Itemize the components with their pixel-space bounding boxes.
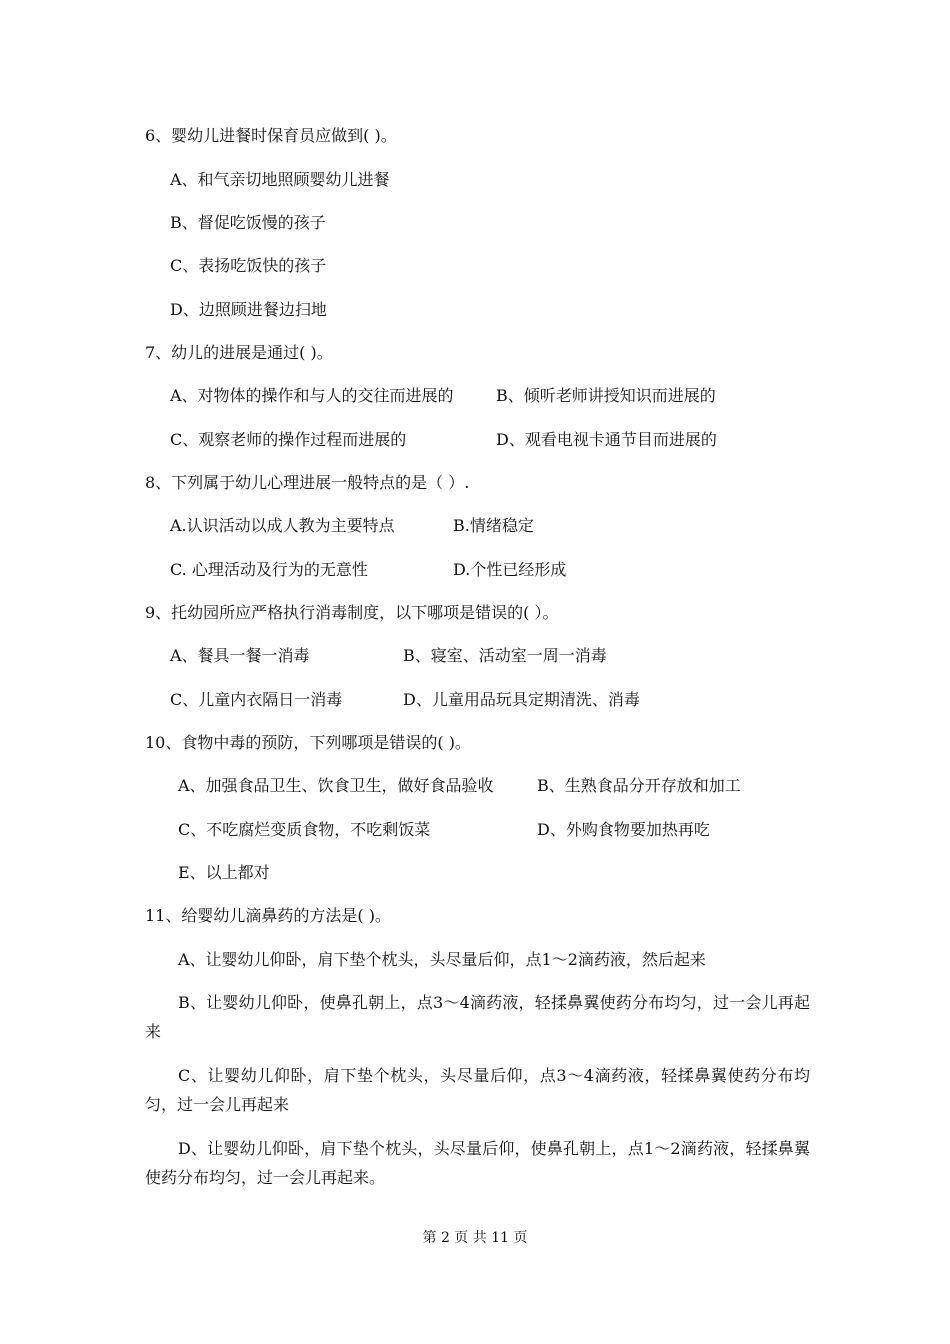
question-11-option-d: D、让婴幼儿仰卧，肩下垫个枕头，头尽量后仰，使鼻孔朝上，点1～2滴药液，轻揉鼻翼使药分布均匀，过一会儿再起来。 [145, 1139, 810, 1187]
question-8-option-b: B.情绪稳定 [453, 516, 534, 535]
question-10-stem: 10、食物中毒的预防，下列哪项是错误的( )。 [145, 733, 471, 752]
question-10-option-b: B、生熟食品分开存放和加工 [537, 776, 741, 795]
question-9-option-b: B、寝室、活动室一周一消毒 [403, 646, 607, 665]
question-7-option-c: C、观察老师的操作过程而进展的 [170, 430, 407, 449]
question-8-option-d: D.个性已经形成 [453, 560, 567, 579]
question-6-option-c: C、表扬吃饭快的孩子 [170, 256, 327, 275]
question-9-option-a: A、餐具一餐一消毒 [170, 646, 310, 665]
question-8-option-c: C. 心理活动及行为的无意性 [170, 560, 368, 579]
question-9-option-d: D、儿童用品玩具定期清洗、消毒 [403, 690, 640, 709]
question-11-option-c: C、让婴幼儿仰卧，肩下垫个枕头，头尽量后仰，点3～4滴药液，轻揉鼻翼使药分布均匀，过一会儿再起来 [145, 1066, 810, 1114]
question-7-option-b: B、倾听老师讲授知识而进展的 [496, 386, 716, 405]
question-7-stem: 7、幼儿的进展是通过( )。 [145, 343, 333, 362]
question-6-option-d: D、边照顾进餐边扫地 [170, 300, 327, 319]
question-6-stem: 6、婴幼儿进餐时保育员应做到( )。 [145, 126, 397, 145]
question-9-option-c: C、儿童内衣隔日一消毒 [170, 690, 343, 709]
question-6-option-a: A、和气亲切地照顾婴幼儿进餐 [170, 170, 390, 189]
question-10-option-e: E、以上都对 [178, 863, 270, 882]
question-7-option-a: A、对物体的操作和与人的交往而进展的 [170, 386, 454, 405]
question-11-stem: 11、给婴幼儿滴鼻药的方法是( )。 [145, 906, 391, 925]
question-10-option-c: C、不吃腐烂变质食物，不吃剩饭菜 [178, 820, 431, 839]
question-8-option-a: A.认识活动以成人教为主要特点 [170, 516, 395, 535]
question-10-option-a: A、加强食品卫生、饮食卫生，做好食品验收 [178, 776, 494, 795]
question-7-option-d: D、观看电视卡通节目而进展的 [496, 430, 717, 449]
question-8-stem: 8、下列属于幼儿心理进展一般特点的是（ ）. [145, 473, 470, 492]
page-number-footer: 第 2 页 共 11 页 [422, 1230, 528, 1246]
question-10-option-d: D、外购食物要加热再吃 [537, 820, 710, 839]
question-11-option-b: B、让婴幼儿仰卧，使鼻孔朝上，点3～4滴药液，轻揉鼻翼使药分布均匀，过一会儿再起来 [145, 993, 810, 1041]
question-9-stem: 9、托幼园所应严格执行消毒制度，以下哪项是错误的( ）。 [145, 603, 559, 622]
question-11-option-a: A、让婴幼儿仰卧，肩下垫个枕头，头尽量后仰，点1～2滴药液，然后起来 [178, 950, 706, 969]
question-6-option-b: B、督促吃饭慢的孩子 [170, 213, 326, 232]
